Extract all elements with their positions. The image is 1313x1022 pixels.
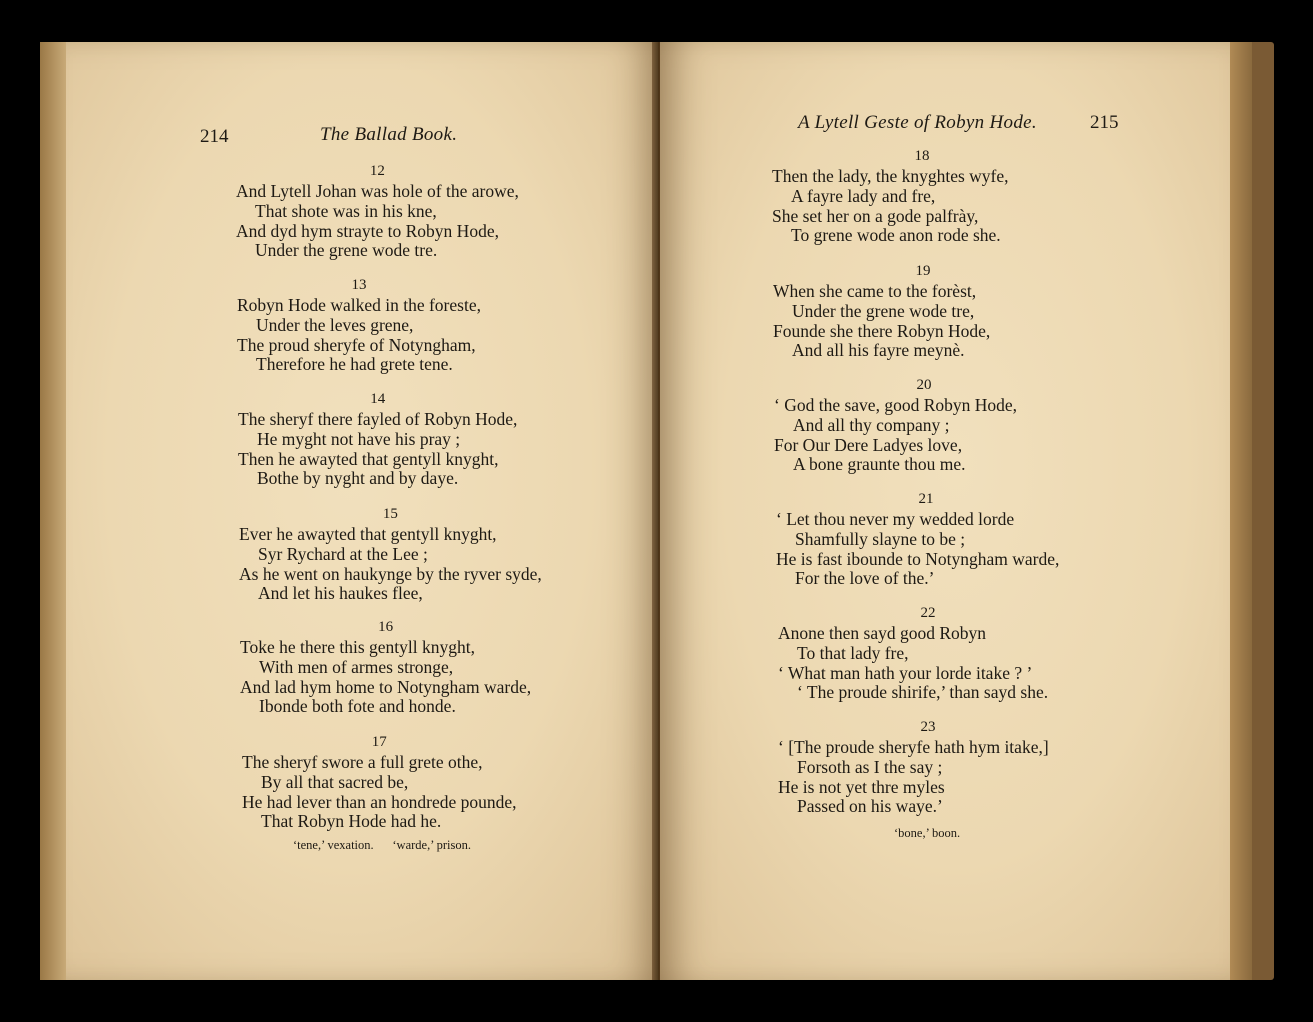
left-page-number: 214 [200, 126, 229, 147]
stanza-number: 18 [914, 148, 930, 164]
verse-line: The proud sheryfe of Notyngham, [237, 334, 476, 355]
stanza-20 [774, 377, 1074, 475]
stanza-14 [238, 391, 517, 489]
verse-line: As he went on haukynge by the ryver syde, [239, 563, 542, 584]
verse-line: He is fast ibounde to Notyngham warde, [776, 548, 1060, 569]
verse-line: Toke he there this gentyll knyght, [240, 637, 475, 657]
verse-line: To grene wode anon rode she. [791, 225, 1001, 246]
stanza-number: 20 [916, 377, 932, 393]
verse-line: She set her on a gode palfrày, [772, 205, 979, 226]
stanza-18 [772, 148, 1072, 246]
verse-line: He is not yet thre myles [778, 776, 945, 797]
verse-line: With men of armes stronge, [259, 656, 454, 677]
verse-line: The sheryf there fayled of Robyn Hode, [238, 409, 518, 429]
verse-line: Then the lady, the knyghtes wyfe, [772, 166, 1009, 186]
verse-line: Forsoth as I the say ; [797, 756, 943, 777]
verse-line: That Robyn Hode had he. [261, 811, 442, 832]
verse-line: Then he awayted that gentyll knyght, [238, 448, 499, 469]
stanza-number: 22 [920, 605, 936, 621]
stanza-number: 15 [382, 506, 398, 522]
left-page [40, 42, 658, 980]
verse-line: By all that sacred be, [261, 771, 409, 792]
verse-line: Passed on his waye.’ [797, 796, 943, 817]
verse-line: And lad hym home to Notyngham warde, [240, 676, 532, 697]
stanza-number: 13 [351, 277, 367, 293]
right-page [660, 42, 1252, 980]
stanza-12 [236, 163, 519, 261]
verse-line: And all his fayre meynè. [792, 340, 965, 361]
right-running-title: A Lytell Geste of Robyn Hode. [798, 112, 1037, 133]
stanza-19 [773, 263, 1073, 361]
verse-line: A fayre lady and fre, [791, 185, 936, 206]
stanza-number: 16 [378, 619, 394, 635]
verse-line: He myght not have his pray ; [257, 428, 461, 449]
verse-line: Anone then sayd good Robyn [778, 623, 987, 643]
verse-line: Syr Rychard at the Lee ; [258, 543, 428, 564]
stanza-15 [239, 506, 542, 604]
verse-line: And all thy company ; [793, 414, 950, 435]
verse-line: ‘ What man hath your lorde itake ? ’ [778, 662, 1033, 683]
stanza-22 [778, 605, 1078, 703]
stanza-number: 23 [920, 719, 936, 735]
page-edge-right [1230, 42, 1252, 980]
stanza-number: 12 [369, 163, 385, 179]
verse-line: ‘ [The proude sheryfe hath hym itake,] [778, 737, 1049, 757]
verse-line: The sheryf swore a full grete othe, [242, 752, 483, 772]
verse-line: ‘ Let thou never my wedded lorde [776, 509, 1015, 529]
stanza-number: 21 [918, 491, 934, 507]
page-edge-left [40, 42, 66, 980]
verse-line: Founde she there Robyn Hode, [773, 320, 991, 341]
verse-line: Therefore he had grete tene. [256, 354, 453, 375]
verse-line: And let his haukes flee, [258, 583, 423, 604]
left-running-title: The Ballad Book. [320, 124, 458, 145]
right-page-number: 215 [1090, 112, 1119, 133]
right-footnote: ‘bone,’ boon. [894, 826, 961, 840]
stanza-number: 19 [915, 263, 931, 279]
stanza-number: 17 [371, 734, 387, 750]
verse-line: Ibonde both fote and honde. [259, 696, 456, 717]
verse-line: That shote was in his kne, [255, 200, 437, 221]
verse-line: For the love of the.’ [795, 568, 935, 589]
stanza-23 [778, 719, 1078, 817]
verse-line: ‘ The proude shirife,’ than sayd she. [797, 682, 1049, 703]
verse-line: Under the grene wode tre. [255, 240, 438, 261]
open-book [40, 42, 1274, 980]
verse-line: Bothe by nyght and by daye. [257, 468, 459, 489]
verse-line: When she came to the forèst, [773, 281, 977, 301]
verse-line: Ever he awayted that gentyll knyght, [239, 524, 497, 544]
stanza-number: 14 [370, 391, 386, 407]
verse-line: Shamfully slayne to be ; [795, 528, 966, 549]
verse-line: And Lytell Johan was hole of the arowe, [236, 181, 519, 201]
verse-line: And dyd hym strayte to Robyn Hode, [236, 220, 499, 241]
stanza-13 [237, 277, 481, 375]
verse-line: To that lady fre, [797, 642, 909, 663]
verse-line: He had lever than an hondrede pounde, [242, 791, 517, 812]
verse-line: For Our Dere Ladyes love, [774, 434, 963, 455]
left-footnote: ‘tene,’ vexation. ‘warde,’ prison. [293, 838, 471, 852]
verse-line: Under the grene wode tre, [792, 300, 975, 321]
verse-line: Robyn Hode walked in the foreste, [237, 295, 481, 315]
stanza-17 [242, 734, 517, 832]
stanza-21 [776, 491, 1076, 589]
stanza-16 [240, 619, 531, 717]
verse-line: A bone graunte thou me. [793, 454, 966, 475]
verse-line: ‘ God the save, good Robyn Hode, [774, 395, 1018, 415]
verse-line: Under the leves grene, [256, 314, 414, 335]
